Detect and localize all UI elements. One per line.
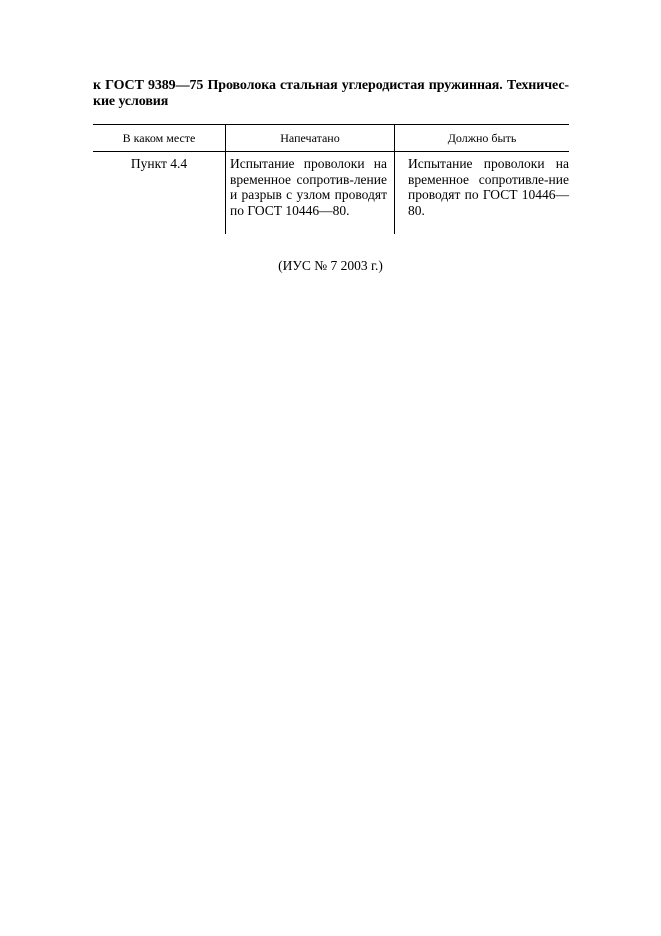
column-header-printed: Напечатано xyxy=(280,131,340,145)
table-top-rule xyxy=(93,124,569,125)
corrections-table xyxy=(93,124,569,234)
table-cell-printed: Испытание проволоки на временное сопротив-ление и разрыв с узлом проводят по ГОСТ 10446—80. xyxy=(230,156,387,218)
table-cell-place: Пункт 4.4 xyxy=(130,156,188,171)
table-cell-should-be: Испытание проволоки на временное сопротивле-ние проводят по ГОСТ 10446—80. xyxy=(408,156,569,218)
page-title: к ГОСТ 9389—75 Проволока стальная углеродистая пружинная. Техничес-кие условия xyxy=(93,78,569,109)
source-note: (ИУС № 7 2003 г.) xyxy=(278,258,383,273)
column-header-place: В каком месте xyxy=(122,131,196,145)
column-header-should-be: Должно быть xyxy=(447,131,517,145)
table-header-rule xyxy=(93,151,569,152)
